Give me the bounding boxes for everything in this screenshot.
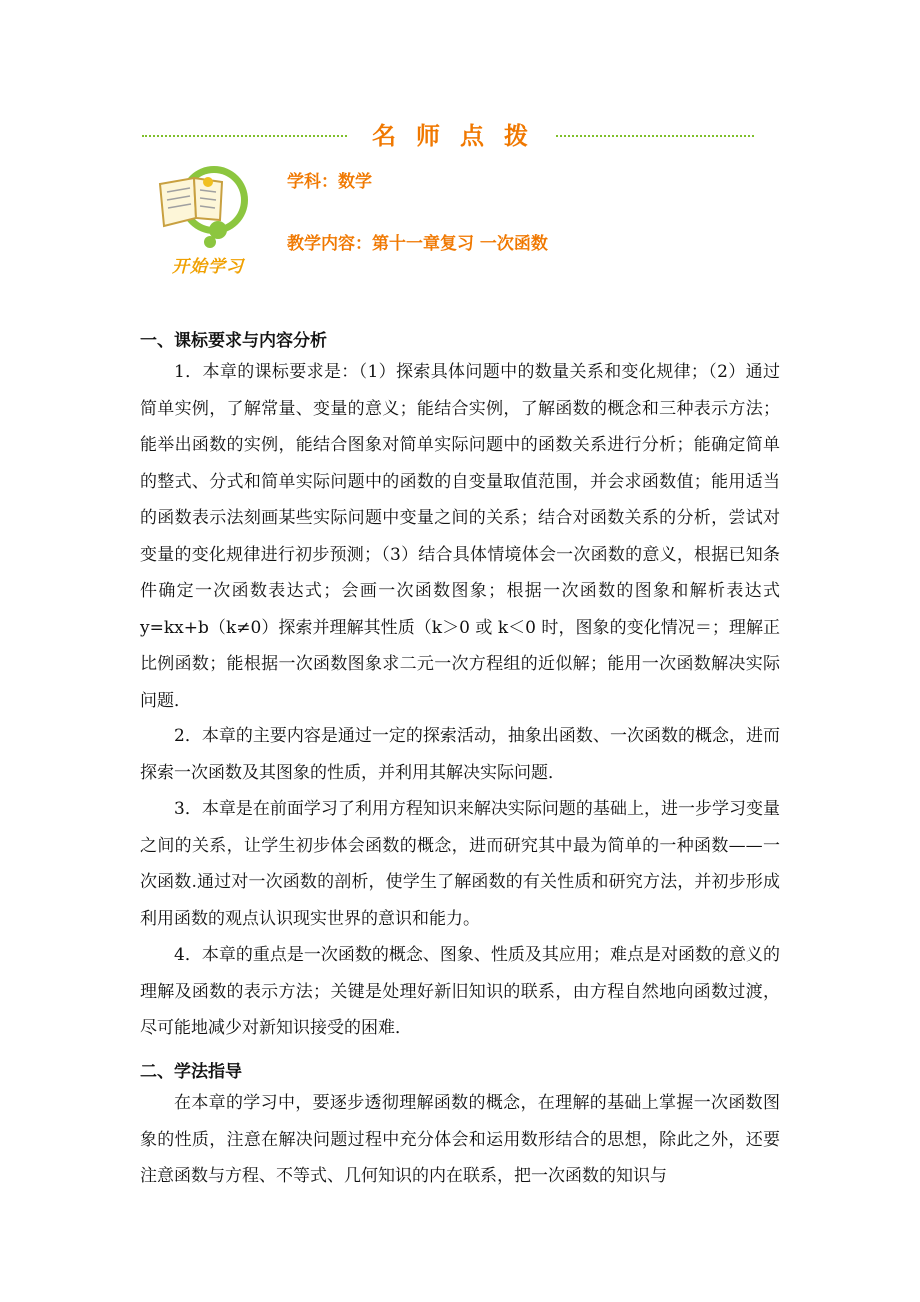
content-label: 教学内容：第十一章复习 一次函数 [287,234,548,254]
banner-title: 名师点拨 [372,121,548,150]
banner-divider-right [556,135,754,137]
paragraph-4: 4．本章的重点是一次函数的概念、图象、性质及其应用；难点是对函数的意义的理解及函数的表示方法；关键是处理好新旧知识的联系，由方程自然地向函数过渡，尽可能地减少对新知识接受的困难． [140,945,780,1038]
paragraph-study-guide: 在本章的学习中，要逐步透彻理解函数的概念，在理解的基础上掌握一次函数图象的性质，注意在解决问题过程中充分体会和运用数形结合的思想，除此之外，还要注意函数与方程、不等式、几何知识的内在联系，把一次函数的知识与 [140,1093,780,1186]
section-heading-requirements: 一、课标要求与内容分析 [140,331,327,351]
banner-divider-left [142,135,347,137]
logo-caption: 开始学习 [172,257,244,277]
paragraph-3: 3．本章是在前面学习了利用方程知识来解决实际问题的基础上，进一步学习变量之间的关系，让学生初步体会函数的概念，进而研究其中最为简单的一种函数——一次函数.通过对一次函数的剖析，使学生了解函数的有关性质和研究方法，并初步形成利用函数的观点认识现实世界的意识和能力。 [140,799,780,929]
subject-label: 学科：数学 [287,172,372,192]
paragraph-1: 1．本章的课标要求是：（1）探索具体问题中的数量关系和变化规律；（2）通过简单实例，了解常量、变量的意义；能结合实例，了解函数的概念和三种表示方法；能举出函数的实例，能结合图象对简单实际问题中的函数关系进行分析；能确定简单的整式、分式和简单实际问题中的函数的自变量取值范围，并会求函数值；能用适当的函数表示法刻画某些实际问题中变量之间的关系；结合对函数关系的分析，尝试对变量的变化规律进行初步预测；（3）结合具体情境体会一次函数的意义，根据已知条件确定一次函数表达式；会画一次函数图象；根据一次函数的图象和解析表达式 y=kx+b（k≠0）探索并理解其性质（k＞0 或 k＜0 时，图象的变化情况＝；理解正比例函数；能根据一次函数图象求二元一次方程组的近似解；能用一次函数解决实际问题． [140,362,780,711]
paragraph-2: 2．本章的主要内容是通过一定的探索活动，抽象出函数、一次函数的概念，进而探索一次函数及其图象的性质，并利用其解决实际问题． [140,726,780,783]
section-heading-study-guide: 二、学法指导 [140,1062,242,1082]
